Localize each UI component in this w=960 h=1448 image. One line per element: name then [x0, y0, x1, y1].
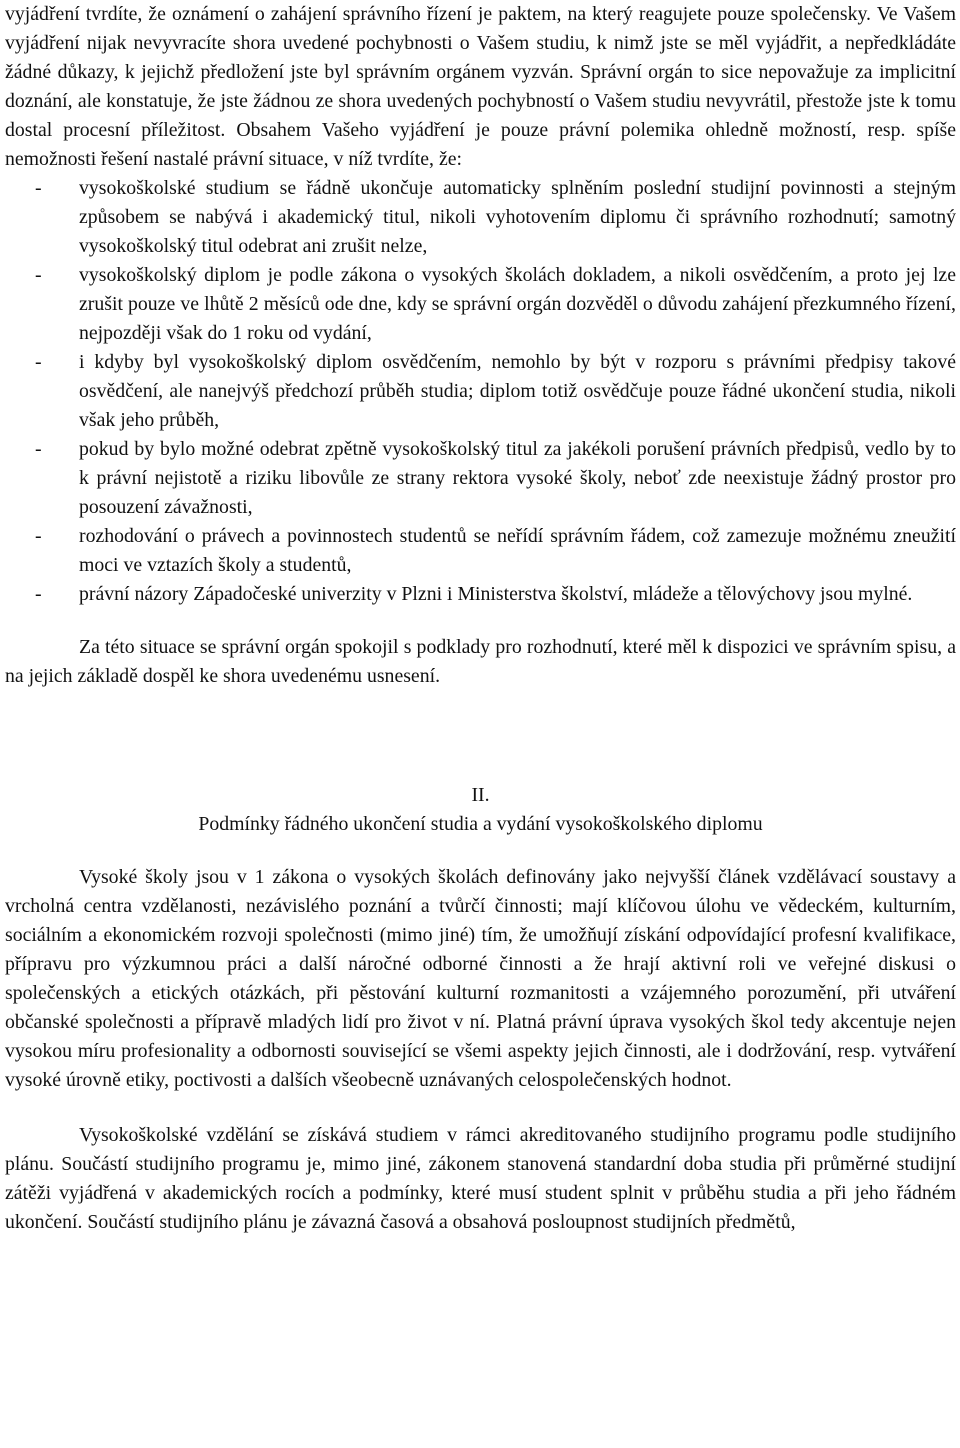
- list-item: [5, 522, 956, 580]
- list-item: [5, 580, 956, 609]
- dash-bullet: -: [35, 264, 42, 286]
- objection-list: [5, 174, 956, 609]
- section-paragraph: Vysoké školy jsou v 1 zákona o vysokých školách definovány jako nejvyšší článek vzdělávací soustavy a vrcholná centra vzdělanosti, nezávislého poznání a tvůrčí činnosti; mají klíčovou úlohu ve vědeckém, kulturním, sociálním a ekonomickém rozvoji společnosti (mimo jiné) tím, že umožňují získání odpovídající profesní kvalifikace, přípravu pro výzkumnou práci a další náročné odborné činnosti a že hrají aktivní roli ve veřejné diskusi o společenských a etických otázkách, při pěstování kulturní rozmanitosti a vzájemného porozumění, při utváření občanské společnosti a přípravě mladých lidí pro život v ní. Platná právní úprava vysokých škol tedy akcentuje nejen vysokou míru profesionality a odbornosti související se všemi aspekty jejich činnosti, ale i dodržování, resp. vytváření vysoké úrovně etiky, poctivosti a dalších všeobecně uznávaných celospolečenských hodnot.: [5, 866, 956, 1091]
- list-item-text: i kdyby byl vysokoškolský diplom osvědčením, nemohlo by být v rozporu s právními předpisy takové osvědčení, ale nanejvýš předchozí průběh studia; diplom totiž osvědčuje pouze řádné ukončení studia, nikoli však jeho průběh,: [79, 351, 956, 431]
- section-number: II.: [471, 784, 490, 806]
- list-item: [5, 174, 956, 261]
- intro-paragraph: vyjádření tvrdíte, že oznámení o zahájení správního řízení je paktem, na který reagujete pouze společensky. Ve Vašem vyjádření nijak nevyvracíte shora uvedené pochybnosti o Vašem studiu, k nimž jste se měl vyjádřit, a nepředkládáte žádné důkazy, k jejichž předložení jste byl správním orgánem vyzván. Správní orgán to sice nepovažuje za implicitní doznání, ale konstatuje, že jste žádnou ze shora uvedených pochybností o Vašem studiu nevyvrátil, přestože jste k tomu dostal procesní příležitost. Obsahem Vašeho vyjádření je pouze právní polemika ohledně možností, resp. spíše nemožnosti řešení nastalé právní situace, v níž tvrdíte, že:: [5, 3, 956, 170]
- dash-bullet: -: [35, 438, 42, 460]
- list-item-text: právní názory Západočeské univerzity v Plzni i Ministerstva školství, mládeže a tělovýchovy jsou mylné.: [79, 583, 913, 605]
- list-item: [5, 348, 956, 435]
- dash-bullet: -: [35, 177, 42, 199]
- list-item-text: pokud by bylo možné odebrat zpětně vysokoškolský titul za jakékoli porušení právních předpisů, vedlo by to k právní nejistotě a riziku libovůle ze strany rektora vysoké školy, neboť zde neexistuje žádný prostor pro posouzení závažnosti,: [79, 438, 956, 518]
- section-title: Podmínky řádného ukončení studia a vydání vysokoškolského diplomu: [198, 813, 763, 835]
- list-item-text: rozhodování o právech a povinnostech studentů se neřídí správním řádem, což zamezuje možnému zneužití moci ve vztazích školy a studentů,: [79, 525, 956, 576]
- dash-bullet: -: [35, 583, 42, 605]
- list-item-text: vysokoškolské studium se řádně ukončuje automaticky splněním poslední studijní povinnosti a stejným způsobem se nabývá i akademický titul, nikoli vyhotovením diplomu či správního rozhodnutí; samotný vysokoškolský titul odebrat ani zrušit nelze,: [79, 177, 956, 257]
- section-paragraph: Vysokoškolské vzdělání se získává studiem v rámci akreditovaného studijního programu podle studijního plánu. Součástí studijního programu je, mimo jiné, zákonem stanovená standardní doba studia při průměrné studijní zátěži vyjádřená v akademických rocích a podmínky, které musí student splnit v průběhu studia a při jeho řádném ukončení. Součástí studijního plánu je závazná časová a obsahová posloupnost studijních předmětů,: [5, 1124, 956, 1233]
- list-item: [5, 435, 956, 522]
- dash-bullet: -: [35, 525, 42, 547]
- list-item: [5, 261, 956, 348]
- list-item-text: vysokoškolský diplom je podle zákona o vysokých školách dokladem, a nikoli osvědčením, a proto jej lze zrušit pouze ve lhůtě 2 měsíců ode dne, kdy se správní orgán dozvěděl o důvodu zahájení přezkumného řízení, nejpozději však do 1 roku od vydání,: [79, 264, 956, 344]
- dash-bullet: -: [35, 351, 42, 373]
- document-page: [5, 0, 956, 1237]
- conclusion-paragraph: Za této situace se správní orgán spokojil s podklady pro rozhodnutí, které měl k dispozici ve správním spisu, a na jejich základě dospěl ke shora uvedenému usnesení.: [5, 636, 956, 687]
